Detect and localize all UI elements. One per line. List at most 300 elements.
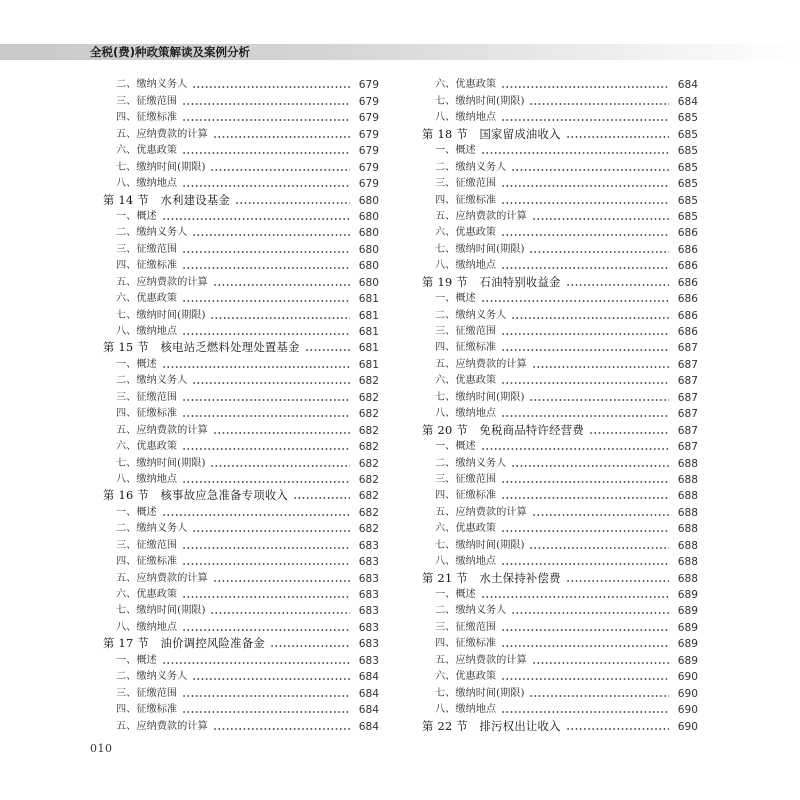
toc-entry[interactable] — [422, 684, 698, 700]
toc-entry-label: 八、缴纳地点 — [435, 704, 497, 716]
toc-page-number: 683 — [358, 638, 379, 651]
toc-entry-label: 八、缴纳地点 — [116, 473, 178, 485]
toc-page-number: 688 — [677, 556, 698, 569]
toc-entry-label: 四、征缴标准 — [435, 194, 497, 206]
toc-page-number: 685 — [677, 178, 698, 191]
dot-leader — [213, 721, 350, 731]
toc-page-number: 684 — [358, 704, 379, 717]
toc-entry[interactable] — [103, 76, 379, 92]
toc-page-number: 679 — [358, 178, 379, 191]
toc-entry-label: 三、征缴范围 — [116, 391, 178, 403]
toc-entry[interactable] — [422, 290, 698, 306]
dot-leader — [481, 145, 669, 155]
toc-entry-label: 七、缴纳时间(期限) — [116, 309, 206, 321]
toc-entry[interactable] — [422, 323, 698, 339]
dot-leader — [532, 507, 669, 517]
dot-leader — [511, 310, 669, 320]
dot-leader — [162, 507, 350, 517]
toc-entry[interactable] — [103, 257, 379, 273]
dot-leader — [182, 704, 350, 714]
toc-page-number: 680 — [358, 194, 379, 207]
toc-entry[interactable] — [103, 142, 379, 158]
toc-entry[interactable] — [103, 273, 379, 289]
toc-entry[interactable] — [103, 701, 379, 717]
dot-leader — [182, 441, 350, 451]
toc-entry-label: 七、缴纳时间(期限) — [435, 95, 525, 107]
toc-entry[interactable] — [422, 553, 698, 569]
dot-leader — [501, 195, 669, 205]
toc-entry[interactable] — [422, 92, 698, 108]
toc-entry-label: 五、应纳费款的计算 — [435, 358, 527, 370]
toc-entry-label: 一、概述 — [435, 145, 476, 157]
toc-entry[interactable] — [103, 471, 379, 487]
dot-leader — [182, 589, 350, 599]
toc-entry-label: 六、优惠政策 — [116, 145, 178, 157]
toc-page-number: 685 — [677, 145, 698, 158]
dot-leader — [182, 112, 350, 122]
toc-entry[interactable] — [103, 388, 379, 404]
dot-leader — [532, 211, 669, 221]
toc-page-number: 686 — [677, 293, 698, 306]
toc-entry[interactable] — [422, 306, 698, 322]
toc-section-entry[interactable] — [422, 421, 698, 437]
toc-entry-label: 三、征缴范围 — [435, 178, 497, 190]
toc-page-number: 684 — [677, 95, 698, 108]
toc-entry-label: 三、征缴范围 — [435, 473, 497, 485]
toc-entry-label: 五、应纳费款的计算 — [116, 720, 208, 732]
toc-entry-label: 七、缴纳时间(期限) — [116, 605, 206, 617]
toc-entry-label: 五、应纳费款的计算 — [116, 128, 208, 140]
toc-page-number: 686 — [677, 276, 698, 289]
toc-entry[interactable] — [422, 487, 698, 503]
toc-entry-label: 四、征缴标准 — [435, 490, 497, 502]
toc-entry[interactable] — [422, 701, 698, 717]
toc-page-number: 688 — [677, 539, 698, 552]
toc-section-title: 第 22 节 排污权出让收入 — [422, 719, 561, 733]
toc-page-number: 680 — [358, 210, 379, 223]
toc-entry-label: 五、应纳费款的计算 — [435, 506, 527, 518]
dot-leader — [182, 293, 350, 303]
toc-entry[interactable] — [103, 717, 379, 733]
dot-leader — [501, 260, 669, 270]
toc-entry[interactable] — [422, 635, 698, 651]
toc-entry[interactable] — [422, 76, 698, 92]
toc-page-number: 687 — [677, 441, 698, 454]
toc-entry-label: 六、优惠政策 — [435, 227, 497, 239]
toc-entry[interactable] — [103, 355, 379, 371]
toc-entry-label: 七、缴纳时间(期限) — [435, 243, 525, 255]
dot-leader — [566, 573, 669, 583]
toc-entry-label: 一、概述 — [435, 589, 476, 600]
toc-entry[interactable] — [103, 125, 379, 141]
toc-entry[interactable] — [103, 553, 379, 569]
dot-leader — [481, 589, 669, 599]
toc-entry-label: 三、征缴范围 — [116, 539, 178, 551]
toc-entry-label: 一、概述 — [116, 210, 157, 222]
toc-entry-label: 二、缴纳义务人 — [116, 79, 188, 91]
dot-leader — [566, 129, 669, 139]
toc-entry-label: 四、征缴标准 — [116, 260, 178, 272]
dot-leader — [192, 671, 350, 681]
dot-leader — [213, 425, 350, 435]
toc-page-number: 689 — [677, 654, 698, 667]
toc-page-number: 687 — [677, 408, 698, 421]
toc-entry[interactable] — [422, 191, 698, 207]
toc-section-title: 第 15 节 核电站乏燃料处理处置基金 — [103, 341, 300, 355]
toc-page-number: 688 — [677, 572, 698, 585]
toc-page-number: 682 — [358, 424, 379, 437]
toc-entry-label: 一、概述 — [116, 506, 157, 518]
dot-leader — [162, 359, 350, 369]
toc-page-number: 683 — [358, 654, 379, 667]
toc-entry-label: 四、征缴标准 — [116, 112, 178, 124]
toc-page-number: 682 — [358, 441, 379, 454]
toc-entry-label: 五、应纳费款的计算 — [116, 276, 208, 288]
toc-entry[interactable] — [422, 520, 698, 536]
dot-leader — [182, 688, 350, 698]
toc-page-number: 683 — [358, 539, 379, 552]
toc-section-entry[interactable] — [103, 487, 379, 503]
toc-entry-label: 八、缴纳地点 — [435, 556, 497, 568]
dot-leader — [501, 79, 669, 89]
toc-right-column — [422, 76, 698, 734]
toc-page-number: 682 — [358, 408, 379, 421]
dot-leader — [182, 96, 350, 106]
toc-page-number: 688 — [677, 457, 698, 470]
toc-page-number: 682 — [358, 375, 379, 388]
dot-leader — [501, 326, 669, 336]
toc-page-number: 688 — [677, 473, 698, 486]
toc-page-number: 685 — [677, 210, 698, 223]
toc-entry-label: 二、缴纳义务人 — [435, 605, 507, 617]
toc-entry-label: 三、征缴范围 — [435, 326, 497, 337]
toc-entry[interactable] — [103, 520, 379, 536]
toc-page-number: 688 — [677, 506, 698, 519]
toc-entry[interactable] — [103, 158, 379, 174]
toc-entry-label: 七、缴纳时间(期限) — [435, 391, 525, 403]
dot-leader — [529, 540, 669, 550]
toc-page-number: 683 — [358, 589, 379, 601]
dot-leader — [501, 474, 669, 484]
toc-page-number: 682 — [358, 391, 379, 404]
toc-section-title: 第 18 节 国家留成油收入 — [422, 127, 561, 141]
toc-entry[interactable] — [422, 651, 698, 667]
toc-page-number: 679 — [358, 79, 379, 92]
dot-leader — [213, 129, 350, 139]
toc-entry-label: 六、优惠政策 — [435, 671, 497, 683]
toc-entry-label: 八、缴纳地点 — [116, 326, 178, 337]
toc-entry[interactable] — [103, 684, 379, 700]
toc-section-entry[interactable] — [103, 339, 379, 355]
toc-entry-label: 一、概述 — [116, 358, 157, 370]
toc-entry-label: 二、缴纳义务人 — [435, 161, 507, 173]
dot-leader — [511, 605, 669, 615]
toc-entry-label: 二、缴纳义务人 — [116, 227, 188, 239]
toc-entry-label: 一、概述 — [435, 441, 476, 453]
toc-page-number: 681 — [358, 358, 379, 371]
toc-page-number: 687 — [677, 375, 698, 388]
toc-entry[interactable] — [103, 240, 379, 256]
toc-page-number: 690 — [677, 720, 698, 733]
toc-section-title: 第 14 节 水利建设基金 — [103, 193, 231, 207]
dot-leader — [293, 490, 350, 500]
toc-entry[interactable] — [103, 454, 379, 470]
toc-entry-label: 三、征缴范围 — [435, 621, 497, 633]
toc-page-number: 686 — [677, 243, 698, 256]
toc-entry-label: 六、优惠政策 — [435, 375, 497, 387]
dot-leader — [501, 408, 669, 418]
toc-page-number: 689 — [677, 638, 698, 651]
dot-leader — [182, 260, 350, 270]
toc-entry[interactable] — [422, 536, 698, 552]
toc-entry-label: 八、缴纳地点 — [435, 408, 497, 420]
dot-leader — [182, 244, 350, 254]
toc-entry-label: 六、优惠政策 — [116, 293, 178, 305]
toc-entry-label: 八、缴纳地点 — [435, 260, 497, 272]
toc-entry-label: 二、缴纳义务人 — [435, 309, 507, 321]
dot-leader — [192, 523, 350, 533]
toc-page-number: 681 — [358, 309, 379, 322]
toc-page-number: 689 — [677, 589, 698, 601]
dot-leader — [511, 458, 669, 468]
toc-entry-label: 五、应纳费款的计算 — [116, 424, 208, 436]
toc-page-number: 686 — [677, 260, 698, 273]
dot-leader — [532, 359, 669, 369]
dot-leader — [270, 638, 350, 648]
toc-page-number: 686 — [677, 227, 698, 240]
toc-entry-label: 一、概述 — [116, 654, 157, 666]
dot-leader — [566, 277, 669, 287]
toc-entry[interactable] — [103, 421, 379, 437]
toc-page-number: 680 — [358, 260, 379, 273]
toc-page-number: 683 — [358, 621, 379, 634]
toc-entry-label: 八、缴纳地点 — [116, 178, 178, 190]
toc-entry[interactable] — [422, 339, 698, 355]
toc-section-entry[interactable] — [103, 191, 379, 207]
toc-entry[interactable] — [422, 142, 698, 158]
toc-entry[interactable] — [103, 92, 379, 108]
toc-entry[interactable] — [422, 208, 698, 224]
dot-leader — [182, 540, 350, 550]
toc-page-number: 682 — [358, 523, 379, 536]
toc-entry-label: 五、应纳费款的计算 — [116, 572, 208, 584]
toc-entry[interactable] — [422, 405, 698, 421]
toc-section-entry[interactable] — [422, 569, 698, 585]
dot-leader — [210, 458, 350, 468]
toc-page-number: 684 — [677, 79, 698, 92]
toc-entry[interactable] — [422, 602, 698, 618]
toc-entry[interactable] — [422, 109, 698, 125]
toc-entry[interactable] — [103, 586, 379, 602]
dot-leader — [501, 112, 669, 122]
toc-entry[interactable] — [422, 471, 698, 487]
toc-entry[interactable] — [422, 618, 698, 634]
toc-page-number: 683 — [358, 572, 379, 585]
toc-page-number: 690 — [677, 671, 698, 684]
toc-entry[interactable] — [422, 668, 698, 684]
dot-leader — [529, 244, 669, 254]
toc-section-entry[interactable] — [422, 273, 698, 289]
dot-leader — [182, 556, 350, 566]
toc-entry-label: 七、缴纳时间(期限) — [116, 161, 206, 173]
dot-leader — [182, 326, 350, 336]
toc-entry[interactable] — [103, 438, 379, 454]
toc-entry-label: 二、缴纳义务人 — [116, 375, 188, 387]
toc-page-number: 684 — [358, 720, 379, 733]
toc-page-number: 689 — [677, 621, 698, 634]
toc-entry[interactable] — [422, 372, 698, 388]
toc-entry[interactable] — [103, 306, 379, 322]
toc-entry[interactable] — [422, 355, 698, 371]
toc-page-number: 687 — [677, 342, 698, 355]
toc-entry[interactable] — [103, 405, 379, 421]
dot-leader — [501, 178, 669, 188]
toc-entry[interactable] — [422, 175, 698, 191]
toc-entry-label: 一、概述 — [435, 293, 476, 305]
toc-page-number: 688 — [677, 490, 698, 503]
toc-entry[interactable] — [422, 438, 698, 454]
toc-section-entry[interactable] — [422, 125, 698, 141]
toc-entry-label: 八、缴纳地点 — [435, 112, 497, 124]
dot-leader — [305, 342, 350, 352]
toc-entry[interactable] — [103, 208, 379, 224]
dot-leader — [182, 474, 350, 484]
toc-page-number: 690 — [677, 704, 698, 717]
toc-entry[interactable] — [103, 224, 379, 240]
running-header-title: 全税(费)种政策解读及案例分析 — [90, 45, 251, 59]
toc-page-number: 681 — [358, 342, 379, 355]
dot-leader — [501, 671, 669, 681]
toc-entry[interactable] — [103, 602, 379, 618]
toc-entry[interactable] — [103, 109, 379, 125]
dot-leader — [235, 195, 350, 205]
page-number: 010 — [90, 742, 113, 755]
toc-entry[interactable] — [103, 651, 379, 667]
dot-leader — [182, 622, 350, 632]
toc-section-title: 第 21 节 水土保持补偿费 — [422, 571, 561, 585]
toc-entry[interactable] — [103, 569, 379, 585]
toc-page-number: 682 — [358, 473, 379, 486]
dot-leader — [210, 162, 350, 172]
toc-page-number: 684 — [358, 671, 379, 684]
dot-leader — [589, 425, 669, 435]
toc-page-number: 685 — [677, 112, 698, 125]
toc-page-number: 680 — [358, 227, 379, 240]
toc-page-number: 682 — [358, 490, 379, 503]
toc-entry-label: 五、应纳费款的计算 — [435, 654, 527, 666]
dot-leader — [511, 162, 669, 172]
dot-leader — [566, 721, 669, 731]
toc-entry[interactable] — [422, 454, 698, 470]
toc-entry-label: 四、征缴标准 — [116, 556, 178, 568]
dot-leader — [192, 79, 350, 89]
toc-entry-label: 三、征缴范围 — [116, 243, 178, 255]
toc-page-number: 685 — [677, 194, 698, 207]
toc-entry[interactable] — [103, 536, 379, 552]
dot-leader — [210, 605, 350, 615]
toc-entry-label: 七、缴纳时间(期限) — [116, 457, 206, 469]
dot-leader — [501, 704, 669, 714]
toc-section-title: 第 17 节 油价调控风险准备金 — [103, 637, 265, 651]
toc-entry-label: 六、优惠政策 — [435, 523, 497, 535]
toc-entry[interactable] — [422, 257, 698, 273]
toc-page-number: 688 — [677, 523, 698, 536]
toc-entry[interactable] — [422, 240, 698, 256]
toc-page-number: 686 — [677, 326, 698, 338]
dot-leader — [162, 655, 350, 665]
toc-entry[interactable] — [103, 503, 379, 519]
toc-entry[interactable] — [103, 618, 379, 634]
dot-leader — [529, 688, 669, 698]
dot-leader — [501, 523, 669, 533]
toc-entry-label: 二、缴纳义务人 — [116, 523, 188, 535]
toc-entry[interactable] — [103, 323, 379, 339]
toc-section-entry[interactable] — [103, 635, 379, 651]
toc-entry-label: 四、征缴标准 — [116, 704, 178, 716]
toc-entry[interactable] — [103, 290, 379, 306]
toc-entry-label: 六、优惠政策 — [116, 441, 178, 453]
toc-page-number: 679 — [358, 128, 379, 141]
dot-leader — [182, 392, 350, 402]
toc-entry[interactable] — [422, 586, 698, 602]
dot-leader — [481, 441, 669, 451]
toc-entry-label: 五、应纳费款的计算 — [435, 210, 527, 222]
dot-leader — [501, 638, 669, 648]
toc-entry-label: 三、征缴范围 — [116, 687, 178, 699]
toc-page-number: 680 — [358, 243, 379, 256]
toc-entry[interactable] — [103, 175, 379, 191]
toc-entry-label: 六、优惠政策 — [116, 589, 178, 600]
toc-entry-label: 四、征缴标准 — [435, 342, 497, 354]
toc-entry-label: 三、征缴范围 — [116, 95, 178, 107]
toc-section-entry[interactable] — [422, 717, 698, 733]
toc-entry[interactable] — [422, 224, 698, 240]
toc-section-title: 第 19 节 石油特别收益金 — [422, 275, 561, 289]
toc-page-number: 679 — [358, 112, 379, 125]
toc-page-number: 681 — [358, 293, 379, 306]
dot-leader — [501, 227, 669, 237]
dot-leader — [501, 622, 669, 632]
dot-leader — [481, 293, 669, 303]
toc-page-number: 683 — [358, 556, 379, 569]
toc-entry-label: 二、缴纳义务人 — [435, 457, 507, 469]
dot-leader — [182, 178, 350, 188]
toc-page-number: 687 — [677, 391, 698, 404]
toc-entry[interactable] — [103, 372, 379, 388]
toc-page-number: 683 — [358, 605, 379, 618]
toc-entry[interactable] — [103, 668, 379, 684]
toc-page-number: 682 — [358, 457, 379, 470]
toc-entry[interactable] — [422, 388, 698, 404]
dot-leader — [213, 573, 350, 583]
toc-page-number: 684 — [358, 687, 379, 700]
dot-leader — [162, 211, 350, 221]
toc-entry[interactable] — [422, 158, 698, 174]
dot-leader — [529, 96, 669, 106]
toc-entry-label: 二、缴纳义务人 — [116, 671, 188, 683]
toc-page-number: 679 — [358, 95, 379, 108]
dot-leader — [532, 655, 669, 665]
dot-leader — [192, 375, 350, 385]
toc-page-number: 687 — [677, 358, 698, 371]
toc-entry[interactable] — [422, 503, 698, 519]
toc-page-number: 689 — [677, 605, 698, 618]
toc-entry-label: 四、征缴标准 — [435, 638, 497, 650]
dot-leader — [501, 342, 669, 352]
toc-entry-label: 四、征缴标准 — [116, 408, 178, 420]
dot-leader — [501, 490, 669, 500]
toc-page-number: 681 — [358, 326, 379, 338]
